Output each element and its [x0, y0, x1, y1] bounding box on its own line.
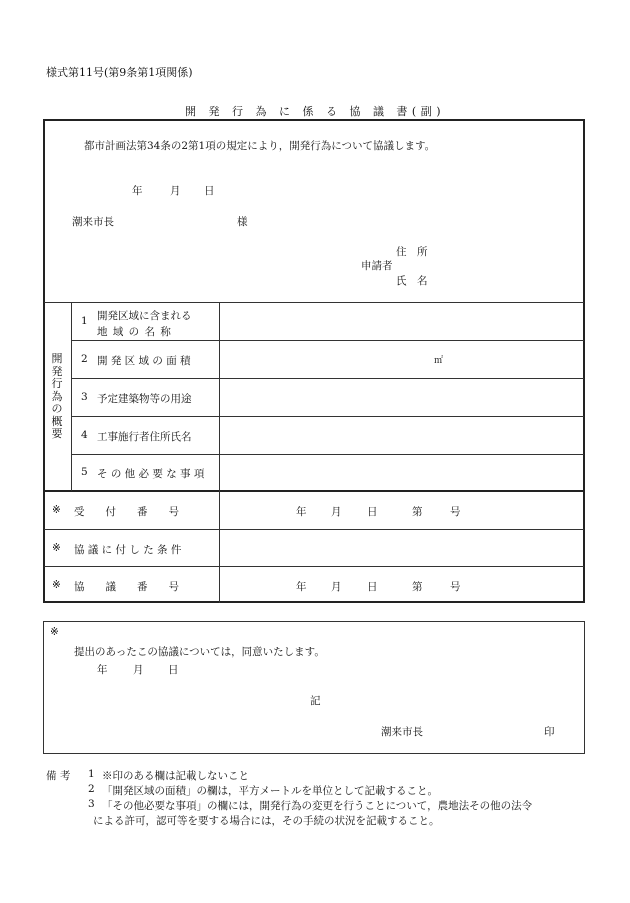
applicant-name-label: 氏 名 [396, 275, 428, 287]
note3-continuation: による許可，認可等を要する場合には，その手続の状況を記載すること。 [93, 815, 440, 827]
divider-overview-side [71, 303, 72, 491]
side-label-char: 為 [51, 389, 63, 403]
side-label-char: 行 [51, 377, 63, 390]
addressee-honorific: 様 [237, 216, 248, 228]
form-number: 様式第11号(第9条第1項関係) [46, 66, 193, 79]
row4-number: 4 [81, 429, 88, 441]
note3-text: 「その他必要な事項」の欄には，開発行為の変更を行うことについて，農地法その他の法令 [102, 800, 533, 812]
row1-label-line2: 地 域 の 名 称 [97, 326, 172, 338]
consultation-office-mark: ※ [52, 579, 61, 591]
notes-label: 備 考 [46, 770, 71, 782]
approval-seal-mark: 印 [544, 726, 555, 738]
consultation-day-label: 日 [367, 581, 378, 593]
note1-text: ※印のある欄は記載しないこと [102, 770, 249, 782]
applicant-address-label: 住 所 [396, 246, 428, 258]
area-unit: ㎡ [434, 356, 444, 366]
overview-side-label [44, 353, 70, 441]
note2-text: 「開発区域の面積」の欄は，平方メートルを単位として記載すること。 [102, 785, 438, 797]
approval-statement: 提出のあったこの協議については，同意いたします。 [74, 646, 325, 658]
request-date-month-label: 月 [170, 185, 181, 197]
side-label-char: 要 [51, 427, 63, 440]
reception-month-label: 月 [331, 506, 342, 518]
row5-number: 5 [81, 466, 88, 478]
approval-box [43, 621, 585, 754]
divider-row2 [71, 378, 584, 379]
conditions-label: 協 議 に 付 し た 条 件 [74, 544, 182, 556]
row5-label: そ の 他 必 要 な 事 項 [97, 468, 205, 480]
divider-conditions [44, 566, 584, 567]
reception-number-suffix: 号 [450, 506, 461, 518]
addressee: 潮来市長 [72, 216, 114, 228]
divider-row4 [71, 454, 584, 455]
request-statement: 都市計画法第34条の2第1項の規定により，開発行為について協議します。 [84, 140, 436, 152]
approval-month-label: 月 [133, 664, 144, 676]
request-date-year-label: 年 [132, 185, 143, 197]
consultation-number-label: 協 議 番 号 [74, 581, 179, 593]
reception-office-mark: ※ [52, 504, 61, 516]
divider-request-bottom [44, 302, 584, 303]
divider-row1 [71, 340, 584, 341]
divider-label-column [219, 303, 220, 603]
approval-year-label: 年 [97, 664, 108, 676]
side-label-char: 概 [51, 414, 63, 428]
document-title: 開 発 行 為 に 係 る 協 議 書(副) [184, 105, 446, 118]
consultation-year-label: 年 [296, 581, 307, 593]
applicant-label: 申請者 [361, 260, 393, 272]
conditions-office-mark: ※ [52, 542, 61, 554]
reception-number-label: 受 付 番 号 [74, 506, 179, 518]
reception-year-label: 年 [296, 506, 307, 518]
row2-label: 開 発 区 域 の 面 積 [97, 355, 191, 367]
row4-label: 工事施行者住所氏名 [97, 431, 192, 443]
consultation-number-prefix: 第 [412, 581, 423, 593]
side-label-char: 開 [51, 352, 63, 365]
note3-number: 3 [88, 798, 95, 810]
divider-row3 [71, 416, 584, 417]
approval-mayor: 潮来市長 [381, 726, 423, 738]
row2-number: 2 [81, 353, 88, 365]
request-date-day-label: 日 [204, 185, 215, 197]
consultation-month-label: 月 [331, 581, 342, 593]
divider-reception [44, 529, 584, 530]
row3-number: 3 [81, 391, 88, 403]
approval-ki: 記 [310, 695, 321, 707]
side-label-char: 発 [51, 364, 63, 378]
note2-number: 2 [88, 783, 95, 795]
approval-office-mark: ※ [50, 626, 59, 638]
note1-number: 1 [88, 768, 95, 780]
consultation-number-suffix: 号 [450, 581, 461, 593]
divider-overview-bottom [44, 490, 584, 492]
row3-label: 予定建築物等の用途 [97, 393, 192, 405]
approval-day-label: 日 [168, 664, 179, 676]
reception-day-label: 日 [367, 506, 378, 518]
side-label-char: の [51, 402, 63, 415]
row1-label-line1: 開発区域に含まれる [97, 310, 192, 322]
row1-number: 1 [81, 315, 88, 327]
reception-number-prefix: 第 [412, 506, 423, 518]
